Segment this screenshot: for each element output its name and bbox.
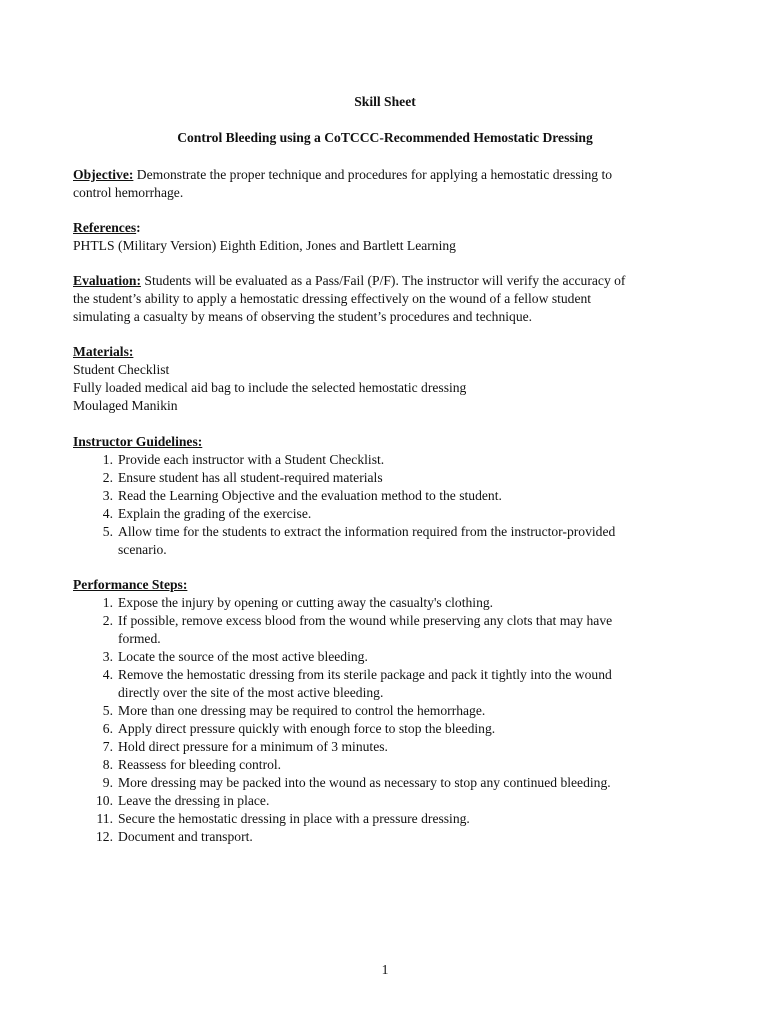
list-item: 5. Allow time for the students to extract the information required from the instructor-provided scenario. — [102, 524, 616, 557]
materials-heading: Materials: — [73, 344, 134, 359]
list-item: 3. Read the Learning Objective and the evaluation method to the student. — [102, 488, 502, 503]
list-item: 5. More than one dressing may be required to control the hemorrhage. — [102, 703, 486, 718]
performance-steps-list — [73, 594, 703, 846]
list-item: 11. Secure the hemostatic dressing in place with a pressure dressing. — [96, 811, 470, 826]
list-item: 2. If possible, remove excess blood from the wound while preserving any clots that may have formed. — [102, 613, 613, 646]
list-item: 6. Apply direct pressure quickly with enough force to stop the bleeding. — [102, 721, 496, 736]
list-item: 8. Reassess for bleeding control. — [102, 757, 282, 772]
materials-item: Student Checklist — [73, 362, 170, 377]
references-text: PHTLS (Military Version) Eighth Edition, Jones and Bartlett Learning — [73, 238, 456, 253]
instructor-guidelines-section — [73, 433, 703, 559]
list-item: 12. Document and transport. — [96, 829, 253, 844]
objective-text-cont: control hemorrhage. — [73, 185, 184, 200]
list-item: 9. More dressing may be packed into the wound as necessary to stop any continued bleeding. — [102, 775, 611, 790]
list-item: 7. Hold direct pressure for a minimum of 3 minutes. — [102, 739, 388, 754]
objective-section — [73, 166, 703, 202]
instructor-guidelines-heading: Instructor Guidelines: — [73, 434, 203, 449]
list-item: 3. Locate the source of the most active bleeding. — [102, 649, 368, 664]
list-item: 1. Provide each instructor with a Student Checklist. — [102, 452, 385, 467]
references-colon: : — [136, 220, 141, 235]
list-item: 2. Ensure student has all student-required materials — [102, 470, 383, 485]
evaluation-text: Students will be evaluated as a Pass/Fail (P/F). The instructor will verify the accuracy of — [140, 273, 626, 288]
list-item: 4. Remove the hemostatic dressing from its sterile package and pack it tightly into the wound directly over the site of the most active bleeding. — [102, 667, 612, 700]
evaluation-section — [73, 272, 703, 326]
page-number: 1 — [381, 962, 389, 977]
objective-heading: Objective: — [73, 167, 134, 182]
objective-text: Demonstrate the proper technique and procedures for applying a hemostatic dressing to — [133, 167, 613, 182]
performance-steps-section — [73, 576, 703, 846]
evaluation-text-2: the student’s ability to apply a hemostatic dressing effectively on the wound of a fellow student — [73, 291, 592, 306]
performance-steps-heading: Performance Steps: — [73, 577, 188, 592]
evaluation-text-3: simulating a casualty by means of observing the student’s procedures and technique. — [73, 309, 533, 324]
instructor-guidelines-list — [73, 451, 703, 559]
list-item: 1. Expose the injury by opening or cutting away the casualty's clothing. — [102, 595, 494, 610]
evaluation-heading: Evaluation: — [73, 273, 141, 288]
document-subtitle: Control Bleeding using a CoTCCC-Recommended Hemostatic Dressing — [177, 130, 593, 145]
materials-item: Fully loaded medical aid bag to include the selected hemostatic dressing — [73, 380, 467, 395]
materials-item: Moulaged Manikin — [73, 398, 178, 413]
references-section — [73, 219, 703, 255]
list-item: 10. Leave the dressing in place. — [96, 793, 270, 808]
references-heading: References — [73, 220, 137, 235]
list-item: 4. Explain the grading of the exercise. — [102, 506, 312, 521]
materials-section — [73, 343, 703, 415]
sheet-title: Skill Sheet — [354, 94, 416, 109]
